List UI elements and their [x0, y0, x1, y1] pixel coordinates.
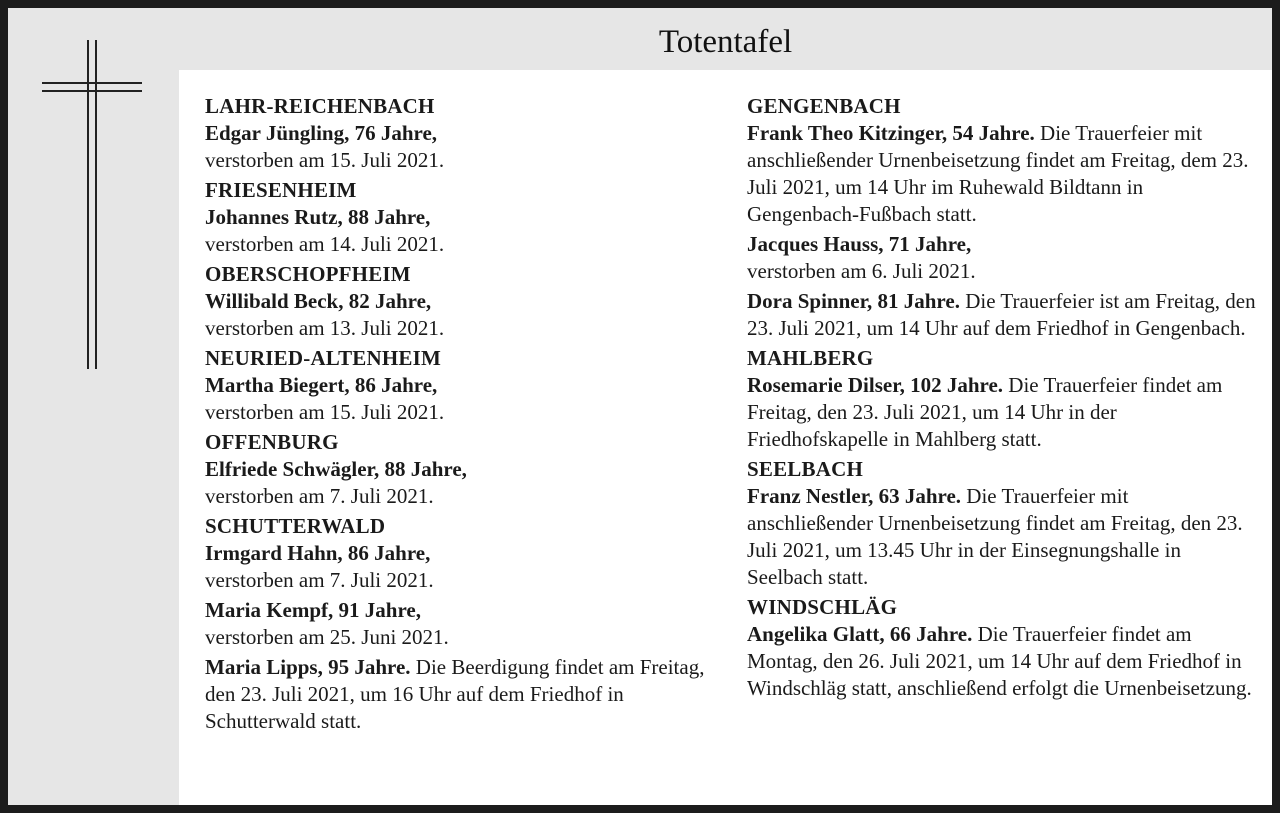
obituary-text: Die Trauerfeier mit anschließender Urnenbeisetzung findet am Freitag, den 23. Juli 2021, um 13.45 Uhr in der Einsegnungshalle in Seelbach statt. — [747, 484, 1243, 589]
deceased-name: Elfriede Schwägler, 88 Jahre, — [205, 457, 467, 481]
obituary-entry — [205, 372, 725, 426]
obituary-list — [179, 70, 1272, 805]
place-heading: SCHUTTERWALD — [205, 514, 386, 538]
obituary-panel — [8, 8, 1272, 805]
obituary-text: verstorben am 7. Juli 2021. — [205, 484, 434, 508]
obituary-entry — [747, 231, 1259, 285]
left-column — [205, 93, 725, 738]
obituary-entry — [747, 372, 1259, 453]
obituary-entry — [205, 204, 725, 258]
deceased-name: Irmgard Hahn, 86 Jahre, — [205, 541, 431, 565]
obituary-entry — [205, 540, 725, 594]
page-title: Totentafel — [658, 24, 793, 60]
deceased-name: Angelika Glatt, 66 Jahre. — [747, 622, 973, 646]
deceased-name: Franz Nestler, 63 Jahre. — [747, 484, 962, 508]
obituary-text: Die Trauerfeier findet am Freitag, den 23. Juli 2021, um 14 Uhr in der Friedhofskapelle in Mahlberg statt. — [747, 373, 1223, 451]
obituary-entry — [747, 621, 1259, 702]
obituary-text: Die Beerdigung findet am Freitag, den 23. Juli 2021, um 16 Uhr auf dem Friedhof in Schutterwald statt. — [205, 655, 705, 733]
deceased-name: Martha Biegert, 86 Jahre, — [205, 373, 438, 397]
deceased-name: Edgar Jüngling, 76 Jahre, — [205, 121, 438, 145]
obituary-entry — [205, 288, 725, 342]
obituary-entry — [747, 288, 1259, 342]
obituary-entry — [205, 654, 725, 735]
obituary-entry — [205, 120, 725, 174]
place-heading: FRIESENHEIM — [205, 178, 357, 202]
obituary-text: verstorben am 13. Juli 2021. — [205, 316, 445, 340]
deceased-name: Maria Lipps, 95 Jahre. — [205, 655, 411, 679]
obituary-text: Die Trauerfeier findet am Montag, den 26. Juli 2021, um 14 Uhr auf dem Friedhof in Windschläg statt, anschließend erfolgt die Urnenbeisetzung. — [747, 622, 1252, 700]
obituary-text: verstorben am 7. Juli 2021. — [205, 568, 434, 592]
deceased-name: Willibald Beck, 82 Jahre, — [205, 289, 432, 313]
deceased-name: Rosemarie Dilser, 102 Jahre. — [747, 373, 1004, 397]
obituary-text: verstorben am 15. Juli 2021. — [205, 400, 445, 424]
place-heading: WINDSCHLÄG — [747, 595, 898, 619]
right-column — [747, 93, 1259, 705]
obituary-text: verstorben am 6. Juli 2021. — [747, 259, 976, 283]
deceased-name: Frank Theo Kitzinger, 54 Jahre. — [747, 121, 1035, 145]
deceased-name: Maria Kempf, 91 Jahre, — [205, 598, 421, 622]
place-heading: SEELBACH — [747, 457, 863, 481]
place-heading: OFFENBURG — [205, 430, 339, 454]
place-heading: MAHLBERG — [747, 346, 874, 370]
obituary-text: verstorben am 15. Juli 2021. — [205, 148, 445, 172]
obituary-entry — [747, 483, 1259, 591]
obituary-entry — [205, 456, 725, 510]
place-heading: OBERSCHOPFHEIM — [205, 262, 411, 286]
place-heading: NEURIED-ALTENHEIM — [205, 346, 441, 370]
deceased-name: Johannes Rutz, 88 Jahre, — [205, 205, 431, 229]
obituary-text: verstorben am 25. Juni 2021. — [205, 625, 449, 649]
place-heading: GENGENBACH — [747, 94, 901, 118]
cross-icon — [42, 38, 142, 373]
obituary-entry — [205, 597, 725, 651]
deceased-name: Jacques Hauss, 71 Jahre, — [747, 232, 972, 256]
obituary-text: Die Trauerfeier ist am Freitag, den 23. Juli 2021, um 14 Uhr auf dem Friedhof in Gengenbach. — [747, 289, 1256, 340]
obituary-text: Die Trauerfeier mit anschließender Urnenbeisetzung findet am Freitag, dem 23. Juli 2021, um 14 Uhr im Ruhewald Bildtann in Gengenbach-Fußbach statt. — [747, 121, 1249, 226]
place-heading: LAHR-REICHENBACH — [205, 94, 435, 118]
obituary-entry — [747, 120, 1259, 228]
deceased-name: Dora Spinner, 81 Jahre. — [747, 289, 960, 313]
obituary-text: verstorben am 14. Juli 2021. — [205, 232, 445, 256]
